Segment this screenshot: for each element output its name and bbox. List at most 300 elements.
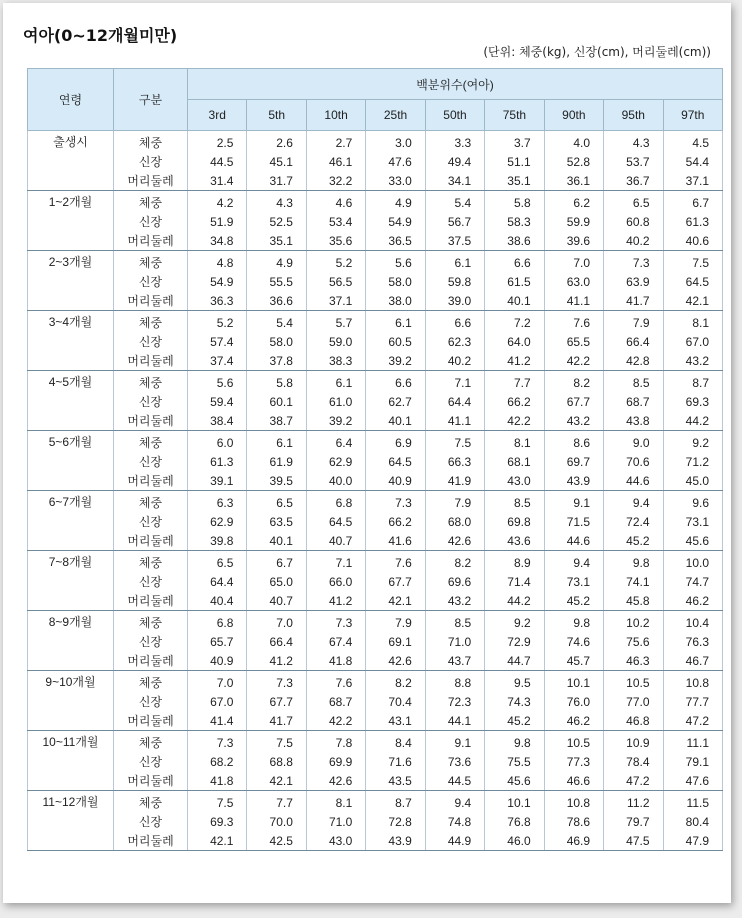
category-cell: 체중 — [114, 491, 188, 513]
header-percentile: 75th — [485, 100, 544, 131]
value-cell: 8.7 — [366, 791, 425, 813]
value-cell: 62.9 — [306, 452, 365, 471]
value-cell: 75.5 — [485, 752, 544, 771]
value-cell: 8.2 — [544, 371, 603, 393]
category-cell: 신장 — [114, 332, 188, 351]
value-cell: 41.1 — [425, 411, 484, 431]
value-cell: 44.6 — [544, 531, 603, 551]
value-cell: 66.4 — [247, 632, 306, 651]
value-cell: 40.1 — [366, 411, 425, 431]
value-cell: 7.7 — [247, 791, 306, 813]
value-cell: 7.1 — [425, 371, 484, 393]
value-cell: 38.6 — [485, 231, 544, 251]
age-cell: 10~11개월 — [28, 731, 114, 791]
value-cell: 46.8 — [604, 711, 663, 731]
value-cell: 62.7 — [366, 392, 425, 411]
value-cell: 45.2 — [544, 591, 603, 611]
header-percentile: 25th — [366, 100, 425, 131]
value-cell: 7.0 — [247, 611, 306, 633]
value-cell: 8.1 — [663, 311, 723, 333]
unit-note: (단위: 체중(kg), 신장(cm), 머리둘레(cm)) — [483, 45, 711, 59]
value-cell: 8.5 — [425, 611, 484, 633]
value-cell: 6.6 — [425, 311, 484, 333]
value-cell: 6.6 — [366, 371, 425, 393]
category-cell: 머리둘레 — [114, 351, 188, 371]
value-cell: 3.0 — [366, 131, 425, 153]
value-cell: 5.8 — [247, 371, 306, 393]
value-cell: 58.0 — [247, 332, 306, 351]
value-cell: 61.0 — [306, 392, 365, 411]
value-cell: 43.6 — [485, 531, 544, 551]
value-cell: 5.2 — [306, 251, 365, 273]
table-row — [28, 152, 723, 171]
value-cell: 71.2 — [663, 452, 723, 471]
table-row — [28, 311, 723, 333]
value-cell: 67.4 — [306, 632, 365, 651]
table-row — [28, 272, 723, 291]
value-cell: 7.9 — [604, 311, 663, 333]
value-cell: 46.1 — [306, 152, 365, 171]
table-row — [28, 551, 723, 573]
value-cell: 76.0 — [544, 692, 603, 711]
document-frame — [3, 3, 731, 903]
value-cell: 10.4 — [663, 611, 723, 633]
value-cell: 4.6 — [306, 191, 365, 213]
value-cell: 45.1 — [247, 152, 306, 171]
value-cell: 49.4 — [425, 152, 484, 171]
value-cell: 9.5 — [485, 671, 544, 693]
table-row — [28, 531, 723, 551]
value-cell: 59.4 — [188, 392, 247, 411]
value-cell: 61.3 — [188, 452, 247, 471]
table-row — [28, 392, 723, 411]
value-cell: 2.7 — [306, 131, 365, 153]
value-cell: 42.1 — [247, 771, 306, 791]
value-cell: 7.9 — [425, 491, 484, 513]
value-cell: 6.2 — [544, 191, 603, 213]
value-cell: 8.1 — [485, 431, 544, 453]
value-cell: 42.1 — [366, 591, 425, 611]
value-cell: 52.8 — [544, 152, 603, 171]
table-row — [28, 452, 723, 471]
table-row — [28, 632, 723, 651]
value-cell: 6.5 — [604, 191, 663, 213]
value-cell: 36.1 — [544, 171, 603, 191]
value-cell: 6.4 — [306, 431, 365, 453]
value-cell: 8.7 — [663, 371, 723, 393]
value-cell: 34.8 — [188, 231, 247, 251]
category-cell: 신장 — [114, 212, 188, 231]
table-row — [28, 611, 723, 633]
header-age: 연령 — [28, 69, 114, 131]
value-cell: 38.7 — [247, 411, 306, 431]
value-cell: 61.9 — [247, 452, 306, 471]
value-cell: 10.0 — [663, 551, 723, 573]
value-cell: 46.0 — [485, 831, 544, 851]
value-cell: 43.9 — [366, 831, 425, 851]
value-cell: 64.5 — [306, 512, 365, 531]
value-cell: 4.3 — [247, 191, 306, 213]
value-cell: 71.4 — [485, 572, 544, 591]
value-cell: 69.8 — [485, 512, 544, 531]
value-cell: 7.0 — [188, 671, 247, 693]
value-cell: 43.1 — [366, 711, 425, 731]
table-row — [28, 212, 723, 231]
value-cell: 10.5 — [604, 671, 663, 693]
value-cell: 57.4 — [188, 332, 247, 351]
value-cell: 42.6 — [366, 651, 425, 671]
value-cell: 31.4 — [188, 171, 247, 191]
value-cell: 5.6 — [188, 371, 247, 393]
value-cell: 78.4 — [604, 752, 663, 771]
value-cell: 59.8 — [425, 272, 484, 291]
value-cell: 37.8 — [247, 351, 306, 371]
value-cell: 68.0 — [425, 512, 484, 531]
value-cell: 8.5 — [485, 491, 544, 513]
value-cell: 7.3 — [306, 611, 365, 633]
value-cell: 42.6 — [425, 531, 484, 551]
value-cell: 45.2 — [604, 531, 663, 551]
value-cell: 63.9 — [604, 272, 663, 291]
value-cell: 54.4 — [663, 152, 723, 171]
value-cell: 40.0 — [306, 471, 365, 491]
category-cell: 체중 — [114, 551, 188, 573]
value-cell: 40.7 — [247, 591, 306, 611]
value-cell: 40.9 — [366, 471, 425, 491]
value-cell: 6.6 — [485, 251, 544, 273]
table-row — [28, 831, 723, 851]
value-cell: 69.3 — [663, 392, 723, 411]
value-cell: 41.2 — [485, 351, 544, 371]
value-cell: 6.1 — [366, 311, 425, 333]
value-cell: 9.4 — [425, 791, 484, 813]
value-cell: 41.7 — [247, 711, 306, 731]
value-cell: 46.7 — [663, 651, 723, 671]
value-cell: 67.0 — [663, 332, 723, 351]
value-cell: 9.2 — [485, 611, 544, 633]
value-cell: 5.2 — [188, 311, 247, 333]
value-cell: 40.2 — [604, 231, 663, 251]
header-percentile: 97th — [663, 100, 723, 131]
value-cell: 5.4 — [425, 191, 484, 213]
table-row — [28, 731, 723, 753]
category-cell: 신장 — [114, 152, 188, 171]
value-cell: 7.0 — [544, 251, 603, 273]
value-cell: 8.2 — [366, 671, 425, 693]
category-cell: 신장 — [114, 392, 188, 411]
value-cell: 46.6 — [544, 771, 603, 791]
value-cell: 40.1 — [247, 531, 306, 551]
value-cell: 42.1 — [663, 291, 723, 311]
value-cell: 65.0 — [247, 572, 306, 591]
table-row — [28, 371, 723, 393]
value-cell: 74.7 — [663, 572, 723, 591]
age-cell: 7~8개월 — [28, 551, 114, 611]
value-cell: 42.2 — [485, 411, 544, 431]
value-cell: 7.6 — [544, 311, 603, 333]
value-cell: 72.9 — [485, 632, 544, 651]
value-cell: 68.7 — [306, 692, 365, 711]
value-cell: 59.0 — [306, 332, 365, 351]
table-row — [28, 171, 723, 191]
value-cell: 43.2 — [663, 351, 723, 371]
age-cell: 4~5개월 — [28, 371, 114, 431]
category-cell: 머리둘레 — [114, 531, 188, 551]
value-cell: 5.6 — [366, 251, 425, 273]
value-cell: 43.0 — [306, 831, 365, 851]
category-cell: 체중 — [114, 791, 188, 813]
value-cell: 33.0 — [366, 171, 425, 191]
value-cell: 68.7 — [604, 392, 663, 411]
value-cell: 70.4 — [366, 692, 425, 711]
value-cell: 42.8 — [604, 351, 663, 371]
value-cell: 43.2 — [425, 591, 484, 611]
value-cell: 39.6 — [544, 231, 603, 251]
value-cell: 7.5 — [425, 431, 484, 453]
value-cell: 45.7 — [544, 651, 603, 671]
value-cell: 9.6 — [663, 491, 723, 513]
value-cell: 42.1 — [188, 831, 247, 851]
age-cell: 3~4개월 — [28, 311, 114, 371]
category-cell: 신장 — [114, 572, 188, 591]
value-cell: 76.8 — [485, 812, 544, 831]
value-cell: 10.8 — [663, 671, 723, 693]
value-cell: 8.1 — [306, 791, 365, 813]
category-cell: 신장 — [114, 752, 188, 771]
value-cell: 72.3 — [425, 692, 484, 711]
value-cell: 7.7 — [485, 371, 544, 393]
value-cell: 35.6 — [306, 231, 365, 251]
value-cell: 51.9 — [188, 212, 247, 231]
category-cell: 체중 — [114, 311, 188, 333]
value-cell: 75.6 — [604, 632, 663, 651]
value-cell: 71.5 — [544, 512, 603, 531]
value-cell: 2.5 — [188, 131, 247, 153]
value-cell: 47.2 — [604, 771, 663, 791]
value-cell: 39.2 — [366, 351, 425, 371]
value-cell: 66.0 — [306, 572, 365, 591]
value-cell: 41.8 — [188, 771, 247, 791]
value-cell: 54.9 — [188, 272, 247, 291]
value-cell: 74.8 — [425, 812, 484, 831]
value-cell: 8.8 — [425, 671, 484, 693]
value-cell: 9.4 — [604, 491, 663, 513]
value-cell: 68.2 — [188, 752, 247, 771]
value-cell: 7.9 — [366, 611, 425, 633]
category-cell: 신장 — [114, 512, 188, 531]
value-cell: 45.6 — [485, 771, 544, 791]
age-cell: 8~9개월 — [28, 611, 114, 671]
value-cell: 71.0 — [306, 812, 365, 831]
value-cell: 9.4 — [544, 551, 603, 573]
value-cell: 4.9 — [366, 191, 425, 213]
value-cell: 9.0 — [604, 431, 663, 453]
value-cell: 6.9 — [366, 431, 425, 453]
value-cell: 39.1 — [188, 471, 247, 491]
value-cell: 45.0 — [663, 471, 723, 491]
value-cell: 41.1 — [544, 291, 603, 311]
value-cell: 64.4 — [188, 572, 247, 591]
category-cell: 신장 — [114, 632, 188, 651]
value-cell: 46.9 — [544, 831, 603, 851]
value-cell: 73.6 — [425, 752, 484, 771]
value-cell: 31.7 — [247, 171, 306, 191]
value-cell: 36.3 — [188, 291, 247, 311]
value-cell: 4.3 — [604, 131, 663, 153]
value-cell: 43.9 — [544, 471, 603, 491]
value-cell: 69.1 — [366, 632, 425, 651]
header-percentile: 5th — [247, 100, 306, 131]
value-cell: 68.8 — [247, 752, 306, 771]
category-cell: 체중 — [114, 191, 188, 213]
value-cell: 4.0 — [544, 131, 603, 153]
value-cell: 59.9 — [544, 212, 603, 231]
age-cell: 9~10개월 — [28, 671, 114, 731]
age-cell: 1~2개월 — [28, 191, 114, 251]
value-cell: 7.6 — [306, 671, 365, 693]
value-cell: 44.2 — [663, 411, 723, 431]
category-cell: 체중 — [114, 611, 188, 633]
table-row — [28, 491, 723, 513]
value-cell: 10.2 — [604, 611, 663, 633]
value-cell: 7.3 — [366, 491, 425, 513]
value-cell: 35.1 — [247, 231, 306, 251]
page-title: 여아(0~12개월미만) — [23, 26, 178, 45]
table-row — [28, 231, 723, 251]
category-cell: 머리둘레 — [114, 291, 188, 311]
value-cell: 7.1 — [306, 551, 365, 573]
value-cell: 10.9 — [604, 731, 663, 753]
value-cell: 74.6 — [544, 632, 603, 651]
value-cell: 6.5 — [247, 491, 306, 513]
header-percentile: 95th — [604, 100, 663, 131]
value-cell: 64.4 — [425, 392, 484, 411]
value-cell: 69.6 — [425, 572, 484, 591]
table-row — [28, 591, 723, 611]
value-cell: 9.1 — [425, 731, 484, 753]
value-cell: 9.8 — [544, 611, 603, 633]
table-row — [28, 711, 723, 731]
value-cell: 45.6 — [663, 531, 723, 551]
value-cell: 73.1 — [663, 512, 723, 531]
value-cell: 7.3 — [247, 671, 306, 693]
table-row — [28, 291, 723, 311]
header-percentile-group: 백분위수(여아) — [188, 69, 723, 100]
value-cell: 43.7 — [425, 651, 484, 671]
value-cell: 66.4 — [604, 332, 663, 351]
value-cell: 7.8 — [306, 731, 365, 753]
category-cell: 신장 — [114, 692, 188, 711]
value-cell: 4.8 — [188, 251, 247, 273]
value-cell: 45.8 — [604, 591, 663, 611]
header-percentile: 3rd — [188, 100, 247, 131]
value-cell: 44.2 — [485, 591, 544, 611]
category-cell: 머리둘레 — [114, 231, 188, 251]
value-cell: 69.3 — [188, 812, 247, 831]
table-row — [28, 791, 723, 813]
value-cell: 6.8 — [306, 491, 365, 513]
value-cell: 58.3 — [485, 212, 544, 231]
value-cell: 7.3 — [188, 731, 247, 753]
value-cell: 7.3 — [604, 251, 663, 273]
age-cell: 5~6개월 — [28, 431, 114, 491]
table-row — [28, 671, 723, 693]
value-cell: 43.8 — [604, 411, 663, 431]
value-cell: 67.7 — [366, 572, 425, 591]
value-cell: 10.1 — [544, 671, 603, 693]
value-cell: 7.5 — [188, 791, 247, 813]
value-cell: 39.8 — [188, 531, 247, 551]
value-cell: 9.8 — [604, 551, 663, 573]
category-cell: 체중 — [114, 671, 188, 693]
category-cell: 머리둘레 — [114, 651, 188, 671]
value-cell: 40.4 — [188, 591, 247, 611]
value-cell: 41.9 — [425, 471, 484, 491]
value-cell: 66.2 — [366, 512, 425, 531]
value-cell: 8.4 — [366, 731, 425, 753]
value-cell: 73.1 — [544, 572, 603, 591]
category-cell: 머리둘레 — [114, 591, 188, 611]
value-cell: 41.4 — [188, 711, 247, 731]
value-cell: 8.9 — [485, 551, 544, 573]
category-cell: 머리둘레 — [114, 171, 188, 191]
value-cell: 6.1 — [306, 371, 365, 393]
value-cell: 10.8 — [544, 791, 603, 813]
category-cell: 체중 — [114, 251, 188, 273]
value-cell: 44.7 — [485, 651, 544, 671]
value-cell: 40.9 — [188, 651, 247, 671]
value-cell: 58.0 — [366, 272, 425, 291]
value-cell: 36.5 — [366, 231, 425, 251]
value-cell: 44.6 — [604, 471, 663, 491]
value-cell: 79.1 — [663, 752, 723, 771]
value-cell: 8.5 — [604, 371, 663, 393]
value-cell: 70.0 — [247, 812, 306, 831]
table-row — [28, 771, 723, 791]
value-cell: 61.5 — [485, 272, 544, 291]
header-percentile: 50th — [425, 100, 484, 131]
value-cell: 69.9 — [306, 752, 365, 771]
value-cell: 70.6 — [604, 452, 663, 471]
value-cell: 3.7 — [485, 131, 544, 153]
value-cell: 6.7 — [663, 191, 723, 213]
category-cell: 머리둘레 — [114, 411, 188, 431]
table-row — [28, 471, 723, 491]
value-cell: 37.1 — [306, 291, 365, 311]
value-cell: 62.3 — [425, 332, 484, 351]
value-cell: 43.0 — [485, 471, 544, 491]
value-cell: 39.0 — [425, 291, 484, 311]
table-row — [28, 131, 723, 153]
age-cell: 11~12개월 — [28, 791, 114, 851]
value-cell: 4.5 — [663, 131, 723, 153]
value-cell: 42.5 — [247, 831, 306, 851]
value-cell: 43.5 — [366, 771, 425, 791]
value-cell: 38.3 — [306, 351, 365, 371]
value-cell: 69.7 — [544, 452, 603, 471]
category-cell: 머리둘레 — [114, 831, 188, 851]
value-cell: 52.5 — [247, 212, 306, 231]
header-category: 구분 — [114, 69, 188, 131]
value-cell: 47.9 — [663, 831, 723, 851]
value-cell: 42.2 — [306, 711, 365, 731]
value-cell: 6.3 — [188, 491, 247, 513]
age-cell: 6~7개월 — [28, 491, 114, 551]
value-cell: 77.7 — [663, 692, 723, 711]
age-cell: 출생시 — [28, 131, 114, 191]
value-cell: 47.6 — [366, 152, 425, 171]
value-cell: 40.1 — [485, 291, 544, 311]
